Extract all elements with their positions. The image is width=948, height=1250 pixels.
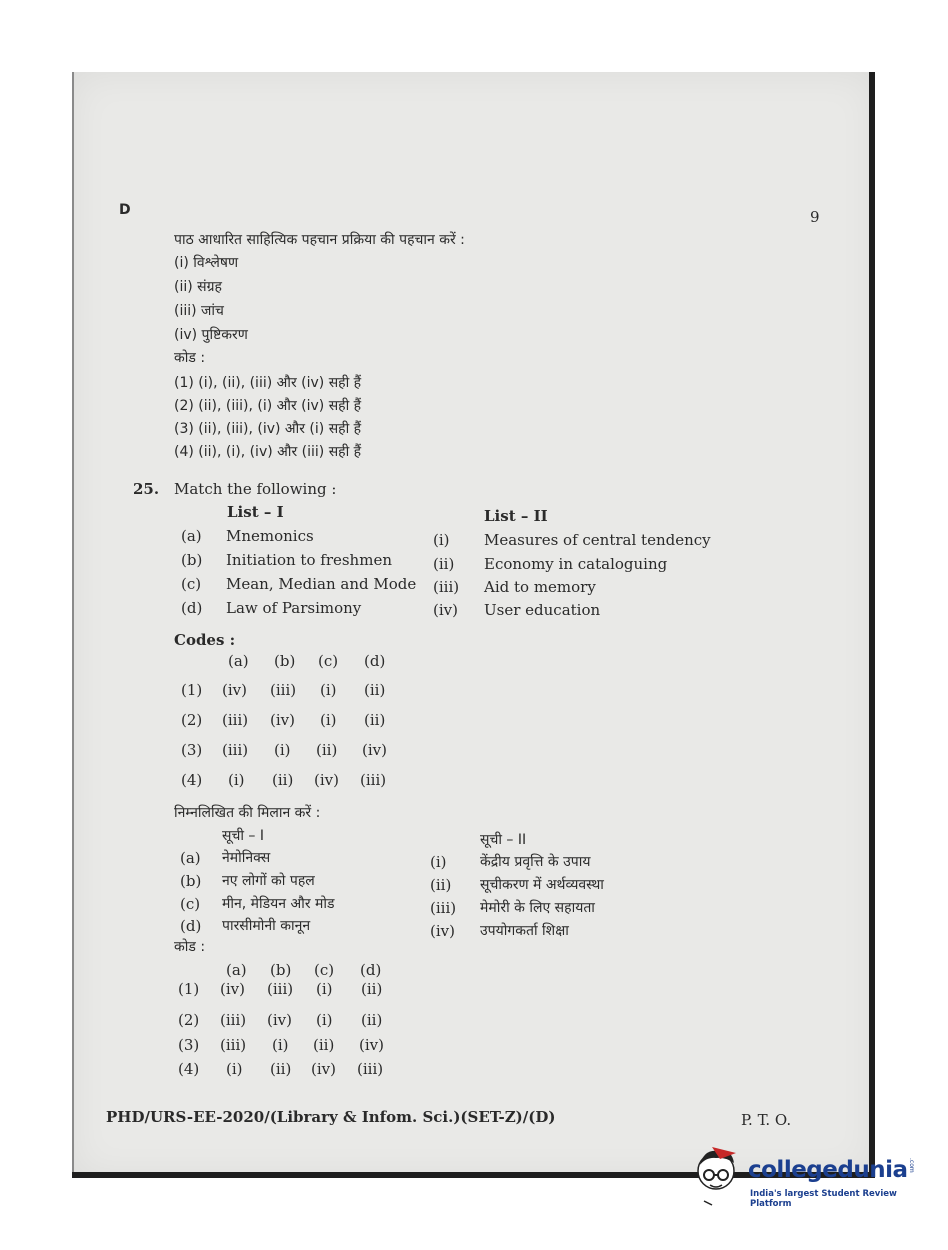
codes-label: Codes :: [174, 631, 236, 649]
code-val: (iv): [270, 711, 295, 729]
hi-code-row-num: (4): [178, 1060, 200, 1078]
q24-hi-option: (3) (ii), (iii), (iv) और (i) सही हैं: [174, 421, 362, 437]
hi-list1-title: सूची – I: [222, 828, 265, 844]
list2-item: Economy in cataloguing: [484, 555, 668, 573]
hi-list1-item: पारसीमोनी कानून: [222, 918, 311, 934]
hi-code-val: (iii): [267, 980, 294, 998]
q24-hi-stem: पाठ आधारित साहित्यिक पहचान प्रक्रिया की पहचान करें :: [174, 232, 465, 248]
page-number: 9: [810, 208, 820, 226]
q24-hi-option: (1) (i), (ii), (iii) और (iv) सही हैं: [174, 375, 362, 391]
hi-code-val: (i): [316, 980, 333, 998]
hi-code-val: (iii): [220, 1011, 247, 1029]
code-val: (ii): [272, 771, 294, 789]
hi-list2-item: सूचीकरण में अर्थव्यवस्था: [480, 877, 604, 893]
q25-number: 25.: [133, 480, 160, 498]
hi-code-val: (i): [226, 1060, 243, 1078]
hi-code-header: (c): [314, 961, 335, 979]
code-val: (iii): [222, 711, 249, 729]
code-val: (i): [228, 771, 245, 789]
q25-stem: Match the following :: [174, 480, 337, 498]
code-val: (iii): [222, 741, 249, 759]
list1-item: Initiation to freshmen: [226, 551, 392, 569]
hi-list2-item: मेमोरी के लिए सहायता: [480, 900, 595, 916]
list2-key: (iii): [433, 578, 460, 596]
collegedunia-suffix: .com: [908, 1158, 915, 1173]
hi-list2-key: (iii): [430, 899, 457, 917]
hi-list2-title: सूची – II: [480, 832, 527, 848]
list1-key: (c): [181, 575, 202, 593]
paper-code: PHD/URS-EE-2020/(Library & Infom. Sci.)(SET-Z)/(D): [106, 1108, 556, 1126]
list1-key: (d): [181, 599, 203, 617]
collegedunia-watermark: [690, 1145, 920, 1215]
q25-hi-stem: निम्नलिखित की मिलान करें :: [174, 805, 321, 821]
collegedunia-wordmark: collegedunia: [748, 1157, 908, 1183]
hi-list1-key: (a): [180, 849, 201, 867]
list2-title: List – II: [484, 507, 548, 525]
list2-item: User education: [484, 601, 601, 619]
list1-item: Law of Parsimony: [226, 599, 362, 617]
code-row-num: (2): [181, 711, 203, 729]
list2-item: Measures of central tendency: [484, 531, 711, 549]
code-header: (b): [274, 652, 296, 670]
hi-code-header: (b): [270, 961, 292, 979]
hi-list2-item: केंद्रीय प्रवृत्ति के उपाय: [480, 854, 591, 870]
code-row-num: (4): [181, 771, 203, 789]
pto-label: P. T. O.: [741, 1111, 792, 1129]
hi-code-val: (iv): [359, 1036, 384, 1054]
hi-code-val: (ii): [313, 1036, 335, 1054]
code-val: (ii): [316, 741, 338, 759]
mascot-icon: [690, 1145, 748, 1207]
hi-code-val: (iv): [311, 1060, 336, 1078]
hi-code-val: (iv): [267, 1011, 292, 1029]
code-row-num: (3): [181, 741, 203, 759]
code-row-num: (1): [181, 681, 203, 699]
hi-list1-key: (c): [180, 895, 201, 913]
hi-code-val: (i): [272, 1036, 289, 1054]
hi-list1-key: (d): [180, 917, 202, 935]
q24-hi-item: (i) विश्लेषण: [174, 255, 239, 271]
hi-code-header: (d): [360, 961, 382, 979]
hi-list2-key: (i): [430, 853, 447, 871]
code-val: (iv): [222, 681, 247, 699]
q24-hi-option: (4) (ii), (i), (iv) और (iii) सही हैं: [174, 444, 362, 460]
hi-list2-key: (iv): [430, 922, 455, 940]
q24-hi-code-label: कोड :: [174, 350, 206, 366]
hi-list2-key: (ii): [430, 876, 452, 894]
set-letter: D: [119, 202, 131, 218]
code-val: (i): [274, 741, 291, 759]
q24-hi-item: (ii) संग्रह: [174, 279, 222, 295]
hi-code-val: (iii): [357, 1060, 384, 1078]
hi-code-val: (ii): [361, 980, 383, 998]
hi-code-val: (ii): [361, 1011, 383, 1029]
hi-list1-item: नए लोगों को पहल: [222, 873, 315, 889]
code-val: (i): [320, 681, 337, 699]
hi-list2-item: उपयोगकर्ता शिक्षा: [480, 923, 569, 939]
code-val: (ii): [364, 711, 386, 729]
code-header: (c): [318, 652, 339, 670]
code-val: (i): [320, 711, 337, 729]
list1-key: (a): [181, 527, 202, 545]
hi-code-val: (iii): [220, 1036, 247, 1054]
list1-item: Mnemonics: [226, 527, 314, 545]
code-val: (iii): [360, 771, 387, 789]
hi-code-row-num: (2): [178, 1011, 200, 1029]
list2-item: Aid to memory: [484, 578, 596, 596]
q24-hi-option: (2) (ii), (iii), (i) और (iv) सही हैं: [174, 398, 362, 414]
hi-code-row-num: (3): [178, 1036, 200, 1054]
code-val: (iv): [362, 741, 387, 759]
q24-hi-item: (iii) जांच: [174, 303, 224, 319]
hi-list1-item: मीन, मेडियन और मोड: [222, 896, 335, 912]
list2-key: (i): [433, 531, 450, 549]
q24-hi-item: (iv) पुष्टिकरण: [174, 327, 248, 343]
hi-code-val: (iv): [220, 980, 245, 998]
page-edge-right: [869, 72, 875, 1178]
list1-title: List – I: [227, 503, 284, 521]
collegedunia-tagline: India's largest Student Review Platform: [750, 1189, 897, 1209]
list2-key: (ii): [433, 555, 455, 573]
list1-key: (b): [181, 551, 203, 569]
list2-key: (iv): [433, 601, 458, 619]
hi-list1-key: (b): [180, 872, 202, 890]
list1-item: Mean, Median and Mode: [226, 575, 417, 593]
hi-code-val: (i): [316, 1011, 333, 1029]
code-val: (iv): [314, 771, 339, 789]
code-val: (iii): [270, 681, 297, 699]
hi-code-val: (ii): [270, 1060, 292, 1078]
hi-list1-item: नेमोनिक्स: [222, 850, 271, 866]
code-header: (a): [228, 652, 249, 670]
code-val: (ii): [364, 681, 386, 699]
page-edge-left: [72, 72, 74, 1178]
hi-code-row-num: (1): [178, 980, 200, 998]
code-header: (d): [364, 652, 386, 670]
hi-code-header: (a): [226, 961, 247, 979]
q25-hi-code-label: कोड :: [174, 939, 206, 955]
